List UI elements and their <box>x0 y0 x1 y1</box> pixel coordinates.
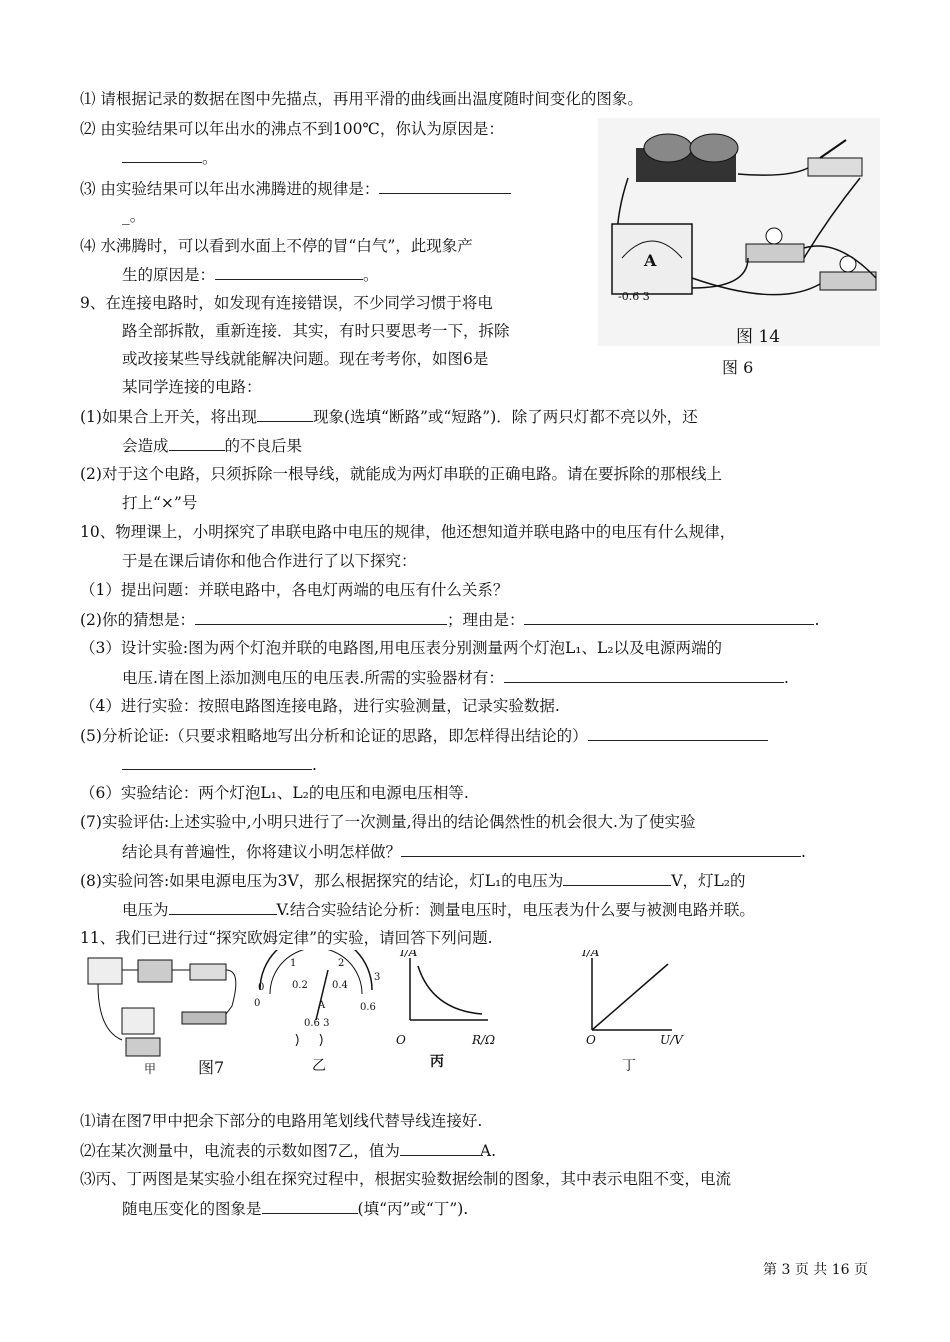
q10-part7: (7)实验评估:上述实验中,小明只进行了一次测量,得出的结论偶然性的机会很大.为了使实验 <box>80 813 696 831</box>
figure-7-caption: 图7 <box>198 1058 225 1077</box>
meter-tick-2: 2 <box>338 958 345 969</box>
q9-stem-4: 某同学连接的电路： <box>122 378 262 396</box>
ding-xlabel: U/V <box>660 1033 683 1047</box>
q11-stem: 11、我们已进行过“探究欧姆定律”的实验，请回答下列问题. <box>80 929 493 947</box>
q9-stem-2: 路全部拆散，重新连接．其实，有时只要思考一下，拆除 <box>122 322 510 340</box>
figure-7 <box>82 950 702 1080</box>
q10-part7-2: 结论具有普遍性，你将建议小明怎样做？ . <box>122 840 806 863</box>
ammeter-label: A <box>644 251 657 270</box>
q9-stem: 9、在连接电路时，如发现有连接错误，不少同学习惯于将电 <box>80 294 493 312</box>
q10-part5-2: . <box>122 753 317 776</box>
page-footer: 第 3 页 共 16 页 <box>763 1262 868 1278</box>
q11-part1: ⑴请在图7甲中把余下部分的电路用笔划线代替导线连接好. <box>80 1112 483 1130</box>
q8-part4: ⑷ 水沸腾时，可以看到水面上不停的冒“白气”，此现象产 <box>80 237 473 255</box>
q9-part2-2: 打上“×”号 <box>122 494 198 512</box>
answer-blank[interactable] <box>169 434 225 451</box>
figure-14-label: 图 14 <box>736 327 781 346</box>
q8-part2: ⑵ 由实验结果可以年出水的沸点不到100℃，你认为原因是： <box>80 120 504 138</box>
bing-xlabel: R/Ω <box>472 1033 496 1047</box>
bing-origin: O <box>396 1033 406 1047</box>
q8-part4-answer: 生的原因是： 。 <box>122 263 379 286</box>
meter-tick-0-bottom: 0 <box>258 982 265 993</box>
meter-tick-3: 3 <box>374 972 381 983</box>
figure-6-caption: 图 6 <box>722 358 754 377</box>
q9-part1: (1)如果合上开关，将出现 现象(选填“断路”或“短路”)．除了两只灯都不亮以外，还 <box>80 405 698 428</box>
answer-blank[interactable] <box>400 1139 480 1156</box>
q8-part3: ⑶ 由实验结果可以年出水沸腾进的规律是： <box>80 177 511 200</box>
answer-blank[interactable] <box>169 898 277 915</box>
yi-label: 乙 <box>312 1058 326 1074</box>
q10-stem: 10、物理课上，小明探究了串联电路中电压的规律，他还想知道并联电路中的电压有什么规律， <box>80 523 736 541</box>
meter-terminals: 0.6 3 <box>304 1018 330 1029</box>
q10-part3-2: 电压.请在图上添加测电压的电压表.所需的实验器材有： . <box>122 666 789 689</box>
meter-tick-0-top: 0 <box>254 998 261 1009</box>
meter-tick-1: 1 <box>290 958 297 969</box>
q8-part1: ⑴ 请根据记录的数据在图中先描点，再用平滑的曲线画出温度随时间变化的图象。 <box>80 90 643 108</box>
ammeter-terminal-label: -0.6 3 <box>618 290 650 303</box>
q10-stem-2: 于是在课后请你和他合作进行了以下探究： <box>122 552 417 570</box>
answer-blank[interactable] <box>524 608 814 625</box>
ding-origin: O <box>586 1033 596 1047</box>
q9-stem-3: 或改接某些导线就能解决问题。现在考考你，如图6是 <box>122 350 489 368</box>
q10-part6: （6）实验结论：两个灯泡L₁、L₂的电压和电源电压相等. <box>80 784 469 802</box>
meter-tick-04: 0.4 <box>332 980 348 991</box>
answer-blank[interactable] <box>563 869 671 886</box>
answer-blank[interactable] <box>588 724 768 741</box>
q10-part4: （4）进行实验：按照电路图连接电路，进行实验测量，记录实验数据. <box>80 697 560 715</box>
q10-part8: (8)实验问答:如果电源电压为3V，那么根据探究的结论，灯L₁的电压为 V，灯L₂的 <box>80 869 745 892</box>
q9-part1-2: 会造成 的不良后果 <box>122 434 302 457</box>
q11-part3-2: 随电压变化的图象是 (填“丙”或“丁”). <box>122 1197 468 1220</box>
answer-blank[interactable] <box>122 146 202 163</box>
ding-ylabel: I/A <box>582 950 600 959</box>
q11-part3: ⑶丙、丁两图是某实验小组在探究过程中，根据实验数据绘制的图象，其中表示电阻不变，电流 <box>80 1170 732 1188</box>
answer-blank[interactable] <box>379 177 511 194</box>
meter-tick-06: 0.6 <box>360 1002 376 1013</box>
q11-part2: ⑵在某次测量中，电流表的示数如图7乙，值为 A. <box>80 1139 496 1162</box>
answer-blank[interactable] <box>262 1197 358 1214</box>
q9-part2: (2)对于这个电路，只须拆除一根导线，就能成为两灯串联的正确电路。请在要拆除的那根线上 <box>80 465 722 483</box>
answer-blank[interactable] <box>215 263 363 280</box>
circuit-photo <box>598 118 880 346</box>
q10-part2: (2)你的猜想是： ；理由是： . <box>80 608 819 631</box>
q8-part2-answer: 。 <box>122 146 218 169</box>
answer-blank[interactable] <box>401 840 801 857</box>
q10-part1: （1）提出问题：并联电路中，各电灯两端的电压有什么关系？ <box>80 581 509 599</box>
q10-part8-2: 电压为 V.结合实验结论分析：测量电压时，电压表为什么要与被测电路并联。 <box>122 898 755 921</box>
q10-part5: (5)分析论证:（只要求粗略地写出分析和论证的思路，即怎样得出结论的） <box>80 724 768 747</box>
meter-unit: A <box>318 1000 326 1011</box>
jia-label: 甲 <box>144 1062 157 1076</box>
bing-label: 丙 <box>430 1054 444 1070</box>
figure-7-drawings <box>82 950 702 1080</box>
figure-6-circuit <box>598 118 880 346</box>
answer-blank[interactable] <box>504 666 784 683</box>
ding-label: 丁 <box>622 1058 636 1074</box>
bing-ylabel: I/A <box>400 950 418 959</box>
answer-blank[interactable] <box>257 405 313 422</box>
answer-blank[interactable] <box>122 753 312 770</box>
answer-blank[interactable] <box>195 608 447 625</box>
meter-tick-02: 0.2 <box>292 980 308 991</box>
q10-part3: （3）设计实验:图为两个灯泡并联的电路图,用电压表分别测量两个灯泡L₁、L₂以及电源两端的 <box>80 639 723 657</box>
q8-part3-end: _。 <box>122 207 146 225</box>
